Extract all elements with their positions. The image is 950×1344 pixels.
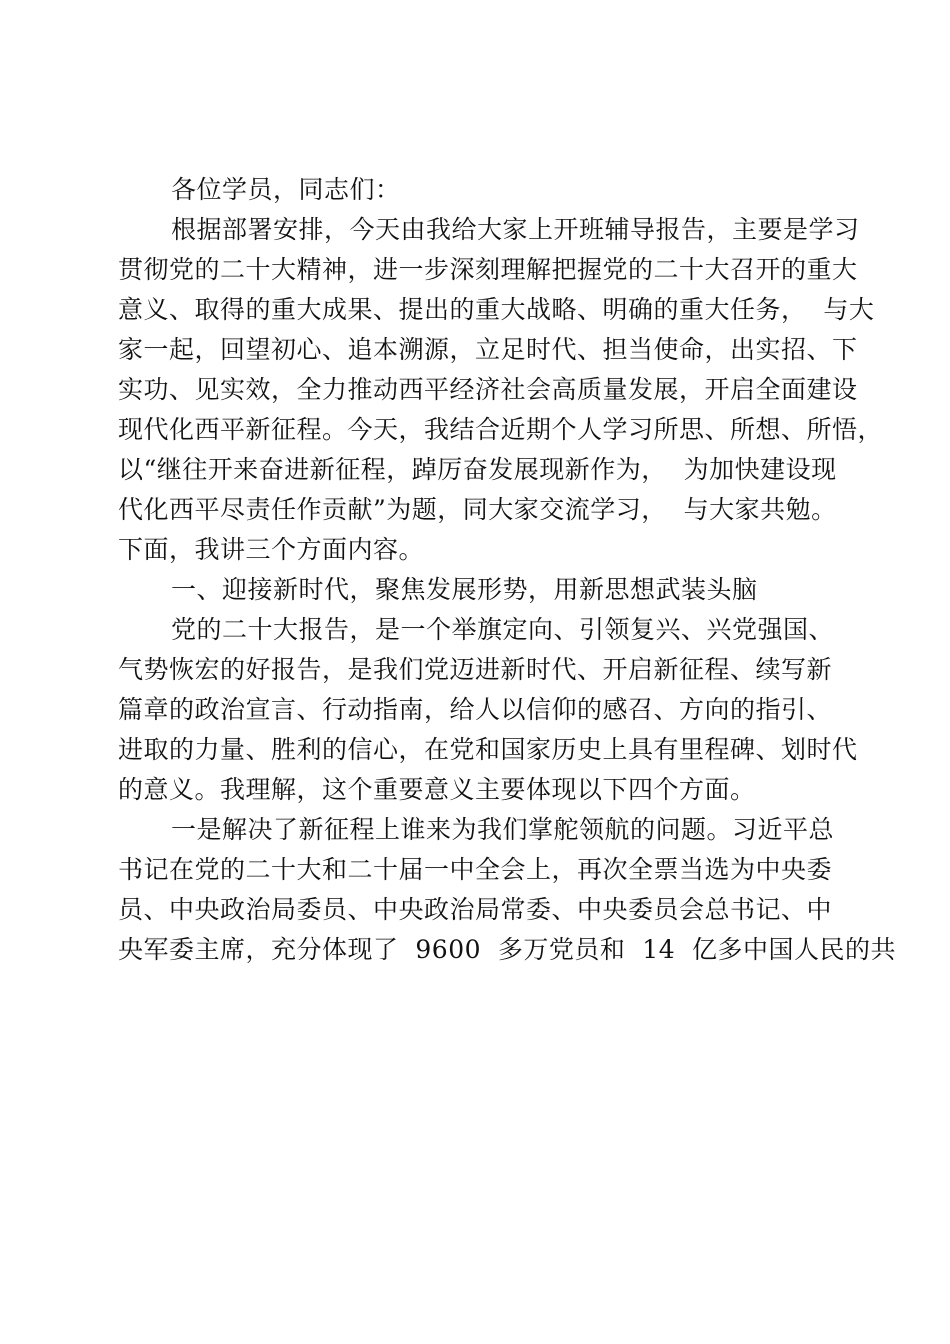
paragraph-line: 代化西平尽责任作贡献”为题，同大家交流学习， 与大家共勉。 [118,495,837,524]
paragraph-line: 下面，我讲三个方面内容。 [118,535,425,564]
paragraph-line: 的意义。我理解，这个重要意义主要体现以下四个方面。 [118,775,756,804]
paragraph-line: 党的二十大报告，是一个举旗定向、引领复兴、兴党强国、 [171,615,835,644]
paragraph-line: 贯彻党的二十大精神，进一步深刻理解把握党的二十大召开的重大 [118,255,858,284]
paragraph-line: 书记在党的二十大和二十届一中全会上，再次全票当选为中央委 [118,855,833,884]
paragraph-line: 现代化西平新征程。今天，我结合近期个人学习所思、所想、所悟， [118,415,884,444]
paragraph-line: 意义、取得的重大成果、提出的重大战略、明确的重大任务， 与大 [118,295,875,324]
paragraph-line: 一是解决了新征程上谁来为我们掌舵领航的问题。习近平总 [171,815,835,844]
document-body [118,170,897,970]
paragraph-line: 央军委主席，充分体现了 9600 多万党员和 14 亿多中国人民的共 [118,935,897,964]
paragraph-line: 实功、见实效，全力推动西平经济社会高质量发展，开启全面建设 [118,375,858,404]
section-heading: 一、迎接新时代，聚焦发展形势，用新思想武装头脑 [171,575,758,604]
paragraph-line: 篇章的政治宣言、行动指南，给人以信仰的感召、方向的指引、 [118,695,833,724]
paragraph-line: 进取的力量、胜利的信心，在党和国家历史上具有里程碑、划时代 [118,735,858,764]
paragraph-line: 员、中央政治局委员、中央政治局常委、中央委员会总书记、中 [118,895,833,924]
paragraph-line: 家一起，回望初心、追本溯源，立足时代、担当使命，出实招、下 [118,335,858,364]
paragraph-line: 根据部署安排，今天由我给大家上开班辅导报告，主要是学习 [171,215,860,244]
paragraph-line: 气势恢宏的好报告，是我们党迈进新时代、开启新征程、续写新 [118,655,833,684]
paragraph-line: 以“继往开来奋进新征程，踔厉奋发展现新作为， 为加快建设现 [118,455,837,484]
salutation: 各位学员，同志们： [171,175,401,204]
